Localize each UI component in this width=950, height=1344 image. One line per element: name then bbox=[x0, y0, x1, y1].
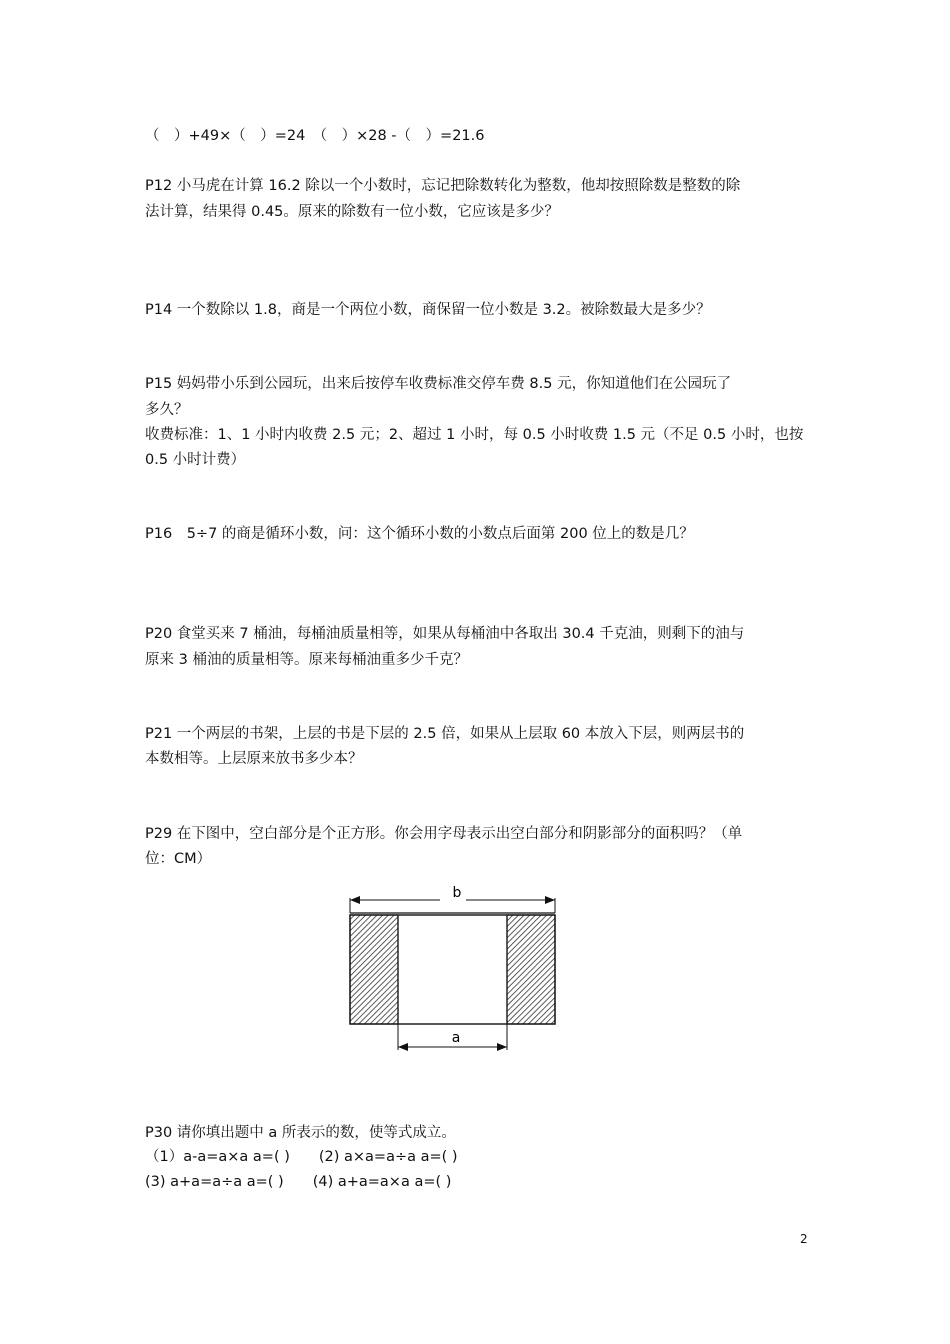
problem-p15-line4: 0.5 小时计费） bbox=[145, 452, 246, 468]
problem-p14: P14 一个数除以 1.8，商是一个两位小数，商保留一位小数是 3.2。被除数最大是多少？ bbox=[145, 302, 711, 318]
label-a: a bbox=[451, 1030, 461, 1046]
arrow-a-right-head bbox=[497, 1043, 507, 1051]
problem-p15-line1: P15 妈妈带小乐到公园玩，出来后按停车收费标准交停车费 8.5 元，你知道他们在公园玩了 bbox=[145, 376, 732, 392]
arrow-a-left-head bbox=[398, 1043, 408, 1051]
problem-p20-line1: P20 食堂买来 7 桶油，每桶油质量相等，如果从每桶油中各取出 30.4 千克油，则剩下的油与 bbox=[145, 626, 745, 642]
problem-p16: P16 5÷7 的商是循环小数，问：这个循环小数的小数点后面第 200 位上的数是几？ bbox=[145, 526, 694, 542]
shaded-left-strip bbox=[350, 915, 398, 1024]
problem-p20-line2: 原来 3 桶油的质量相等。原来每桶油重多少千克？ bbox=[145, 652, 468, 668]
problem-p30-line2: （1）a-a=a×a a=( ) (2) a×a=a÷a a=( ) bbox=[145, 1149, 458, 1165]
problem-p12-line2: 法计算，结果得 0.45。原来的除数有一位小数，它应该是多少？ bbox=[145, 204, 559, 220]
arrow-left-head bbox=[350, 896, 360, 904]
problem-p29-line1: P29 在下图中，空白部分是个正方形。你会用字母表示出空白部分和阴影部分的面积吗？（单 bbox=[145, 826, 743, 842]
problem-p21-line1: P21 一个两层的书架，上层的书是下层的 2.5 倍，如果从上层取 60 本放入下层，则两层书的 bbox=[145, 726, 745, 742]
problem-p15-line3: 收费标准：1、1 小时内收费 2.5 元；2、超过 1 小时，每 0.5 小时收费 1.5 元（不足 0.5 小时，也按 bbox=[145, 427, 804, 443]
problem-p29-line2: 位：CM） bbox=[145, 851, 212, 867]
problem-p15-line2: 多久？ bbox=[145, 402, 189, 418]
label-b: b bbox=[452, 885, 462, 901]
shaded-right-strip bbox=[507, 915, 555, 1024]
problem-p21-line2: 本数相等。上层原来放书多少本？ bbox=[145, 751, 363, 767]
problem-p30-line1: P30 请你填出题中 a 所表示的数，使等式成立。 bbox=[145, 1125, 456, 1141]
arrow-right-head bbox=[545, 896, 555, 904]
problem-p12-line1: P12 小马虎在计算 16.2 除以一个小数时，忘记把除数转化为整数，他却按照除数是整数的除 bbox=[145, 178, 741, 194]
equation-line: （ ）+49×（ ）=24 （ ）×28 -（ ）=21.6 bbox=[145, 128, 485, 144]
square-area-figure bbox=[340, 878, 570, 1058]
problem-p30-line3: (3) a+a=a÷a a=( ) (4) a+a=a×a a=( ) bbox=[145, 1174, 452, 1190]
page-number: 2 bbox=[800, 1232, 808, 1246]
